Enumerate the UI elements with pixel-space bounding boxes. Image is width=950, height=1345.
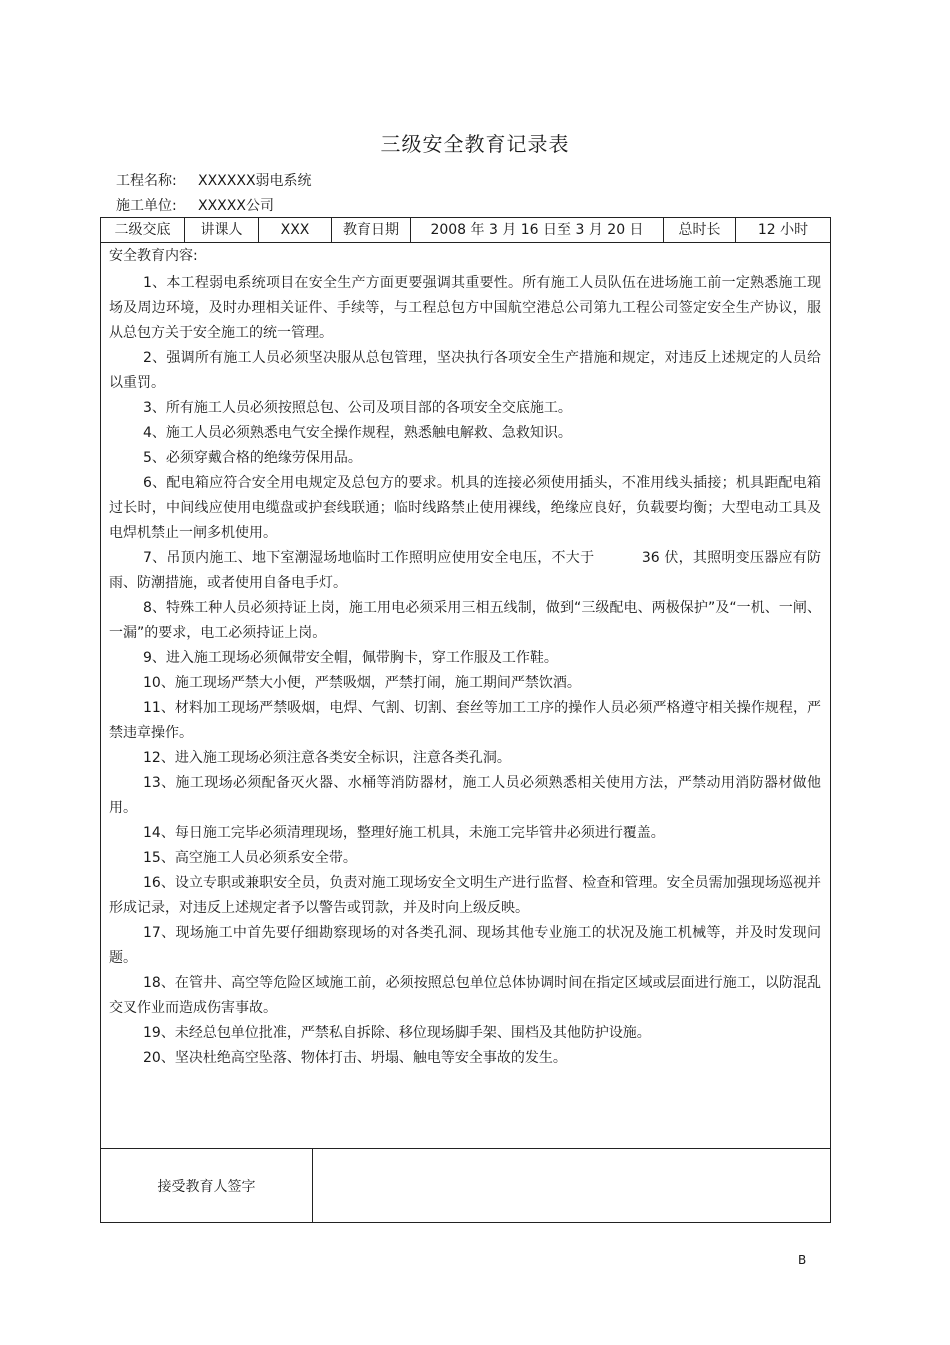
content-item: 11、材料加工现场严禁吸烟，电焊、气割、切割、套丝等加工工序的操作人员必须严格遵守相关操作规程，严禁违章操作。 — [109, 700, 821, 741]
content-item: 18、在管井、高空等危险区域施工前，必须按照总包单位总体协调时间在指定区域或层面进行施工，以防混乱交叉作业而造成伤害事故。 — [109, 975, 821, 1016]
content-item: 10、施工现场严禁大小便，严禁吸烟，严禁打闹，施工期间严禁饮酒。 — [143, 675, 581, 691]
content-item: 2、强调所有施工人员必须坚决服从总包管理，坚决执行各项安全生产措施和规定，对违反上述规定的人员给以重罚。 — [109, 350, 821, 391]
project-name-label: 工程名称: — [116, 173, 177, 189]
content-heading: 安全教育内容: — [109, 248, 198, 264]
content-item: 14、每日施工完毕必须清理现场，整理好施工机具，未施工完毕管井必须进行覆盖。 — [143, 825, 665, 841]
content-item: 15、高空施工人员必须系安全带。 — [143, 850, 357, 866]
content-item: 17、现场施工中首先要仔细勘察现场的对各类孔洞、现场其他专业施工的状况及施工机械等，并及时发现问题。 — [109, 925, 821, 966]
table-header-row — [101, 218, 830, 243]
total-hours-label-cell: 总时长 — [664, 218, 736, 242]
education-date-label-cell: 教育日期 — [332, 218, 411, 242]
signature-label: 接受教育人签字 — [101, 1149, 313, 1222]
content-item: 13、施工现场必须配备灭火器、水桶等消防器材，施工人员必须熟悉相关使用方法，严禁动用消防器材做他用。 — [109, 775, 821, 816]
construction-unit-label: 施工单位: — [116, 198, 177, 214]
signature-field[interactable] — [313, 1149, 830, 1222]
construction-unit-value: XXXXX公司 — [198, 198, 274, 214]
content-item: 3、所有施工人员必须按照总包、公司及项目部的各项安全交底施工。 — [143, 400, 572, 416]
education-date-value-cell: 2008 年 3 月 16 日至 3 月 20 日 — [411, 218, 664, 242]
content-item: 20、坚决杜绝高空坠落、物体打击、坍塌、触电等安全事故的发生。 — [143, 1050, 567, 1066]
signature-row — [101, 1149, 830, 1222]
content-item: 19、未经总包单位批准，严禁私自拆除、移位现场脚手架、围档及其他防护设施。 — [143, 1025, 651, 1041]
content-item: 6、配电箱应符合安全用电规定及总包方的要求。机具的连接必须使用插头，不准用线头插接；机具距配电箱过长时，中间线应使用电缆盘或护套线联通；临时线路禁止使用裸线，绝缘应良好，负载要均衡；大型电动工具及电焊机禁止一闸多机使用。 — [109, 475, 821, 541]
content-item: 16、设立专职或兼职安全员，负责对施工现场安全文明生产进行监督、检查和管理。安全员需加强现场巡视并形成记录，对违反上述规定者予以警告或罚款，并及时向上级反映。 — [109, 875, 821, 916]
content-item: 5、必须穿戴合格的绝缘劳保用品。 — [143, 450, 362, 466]
content-item: 4、施工人员必须熟悉电气安全操作规程，熟悉触电解救、急救知识。 — [143, 425, 572, 441]
lecturer-value-cell: XXX — [259, 218, 332, 242]
page-mark: B — [798, 1253, 807, 1267]
construction-unit-line — [116, 195, 274, 215]
content-item: 1、本工程弱电系统项目在安全生产方面更要强调其重要性。所有施工人员队伍在进场施工前一定熟悉施工现场及周边环境，及时办理相关证件、手续等，与工程总包方中国航空港总公司第九工程公司签定安全生产协议，服从总包方关于安全施工的统一管理。 — [109, 275, 821, 341]
total-hours-value-cell: 12 小时 — [757, 222, 809, 238]
education-content-cell — [101, 243, 830, 1149]
project-name-value: XXXXXX弱电系统 — [198, 173, 312, 189]
content-items — [109, 271, 821, 1071]
education-level-cell: 二级交底 — [101, 218, 185, 242]
lecturer-label-cell: 讲课人 — [185, 218, 259, 242]
content-item: 9、进入施工现场必须佩带安全帽，佩带胸卡，穿工作服及工作鞋。 — [143, 650, 558, 666]
content-item: 7、吊顶内施工、地下室潮湿场地临时工作照明应使用安全电压，不大于 36 伏，其照明变压器应有防雨、防潮措施，或者使用自备电手灯。 — [109, 550, 821, 591]
content-item: 12、进入施工现场必须注意各类安全标识，注意各类孔洞。 — [143, 750, 511, 766]
content-item: 8、特殊工种人员必须持证上岗，施工用电必须采用三相五线制，做到“三级配电、两极保护”及“一机、一闸、一漏”的要求，电工必须持证上岗。 — [109, 600, 821, 641]
project-name-line — [116, 170, 312, 190]
page-title: 三级安全教育记录表 — [380, 132, 570, 156]
record-table — [100, 217, 831, 1223]
